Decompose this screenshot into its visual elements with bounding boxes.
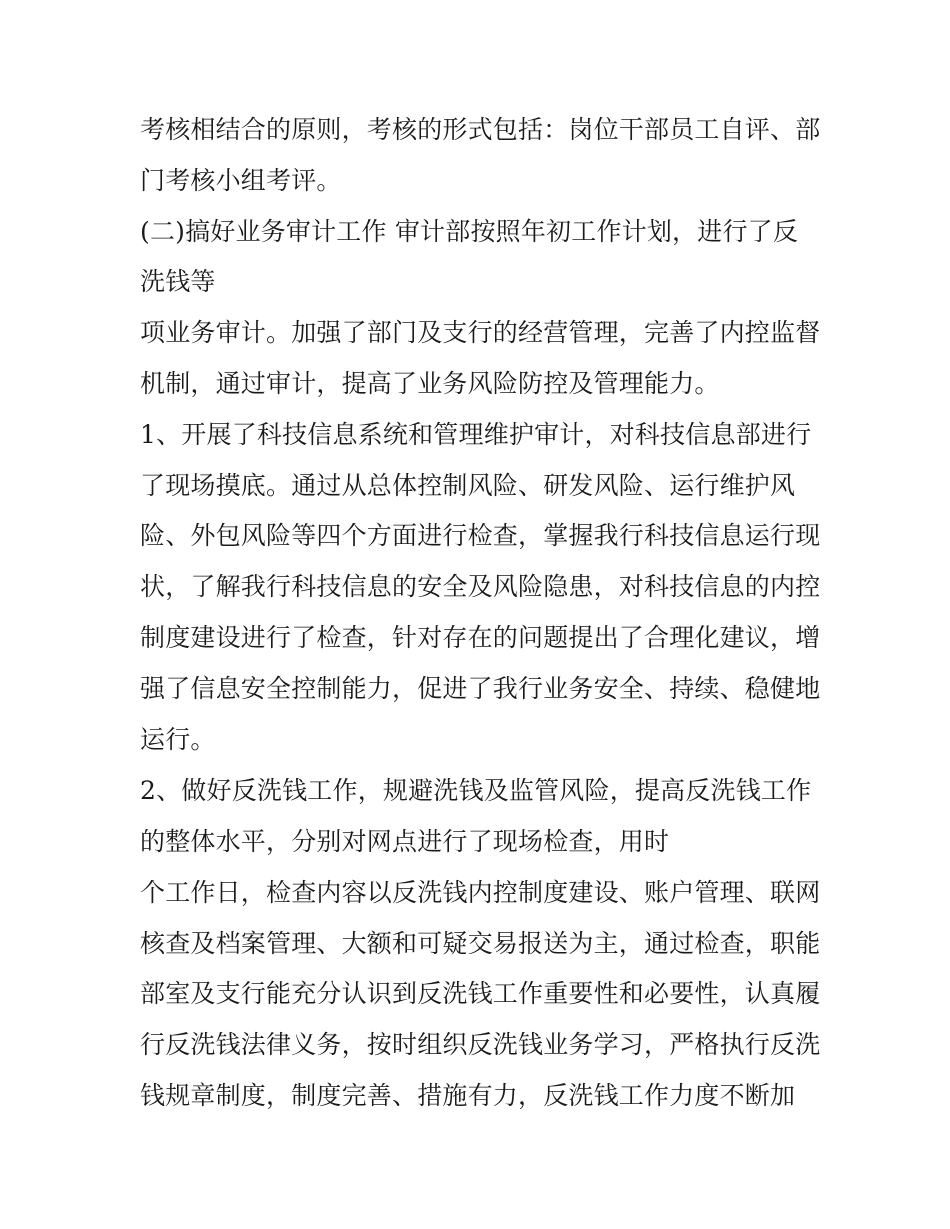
paragraph-line: 的整体水平，分别对网点进行了现场检查，用时 (140, 827, 670, 856)
paragraph-line: 钱规章制度，制度完善、措施有力，反洗钱工作力度不断加 (140, 1081, 796, 1110)
paragraph-line: 洗钱等 (140, 267, 216, 296)
paragraph-line: 行反洗钱法律义务，按时组织反洗钱业务学习，严格执行反洗 (140, 1030, 821, 1059)
paragraph-line: 考核相结合的原则，考核的形式包括：岗位干部员工自评、部 (140, 115, 821, 144)
paragraph-line: 2、做好反洗钱工作，规避洗钱及监管风险，提高反洗钱工作 (140, 776, 812, 805)
paragraph-line: 核查及档案管理、大额和可疑交易报送为主，通过检查，职能 (140, 929, 821, 958)
paragraph-line: 险、外包风险等四个方面进行检查，掌握我行科技信息运行现 (140, 521, 821, 550)
paragraph-line: 制度建设进行了检查，针对存在的问题提出了合理化建议，增 (140, 623, 821, 652)
paragraph-line: 了现场摸底。通过从总体控制风险、研发风险、运行维护风 (140, 471, 796, 500)
paragraph-line: 部室及支行能充分认识到反洗钱工作重要性和必要性，认真履 (140, 979, 821, 1008)
paragraph-line: (二)搞好业务审计工作 审计部按照年初工作计划，进行了反 (140, 217, 799, 246)
paragraph-line: 运行。 (140, 725, 216, 754)
paragraph-line: 状，了解我行科技信息的安全及风险隐患，对科技信息的内控 (140, 572, 821, 601)
paragraph-line: 强了信息安全控制能力，促进了我行业务安全、持续、稳健地 (140, 674, 821, 703)
paragraph-line: 个工作日，检查内容以反洗钱内控制度建设、账户管理、联网 (140, 878, 821, 907)
paragraph-line: 机制，通过审计，提高了业务风险防控及管理能力。 (140, 369, 720, 398)
paragraph-line: 1、开展了科技信息系统和管理维护审计，对科技信息部进行 (140, 420, 812, 449)
paragraph-line: 门考核小组考评。 (140, 166, 342, 195)
paragraph-line: 项业务审计。加强了部门及支行的经营管理，完善了内控监督 (140, 318, 821, 347)
